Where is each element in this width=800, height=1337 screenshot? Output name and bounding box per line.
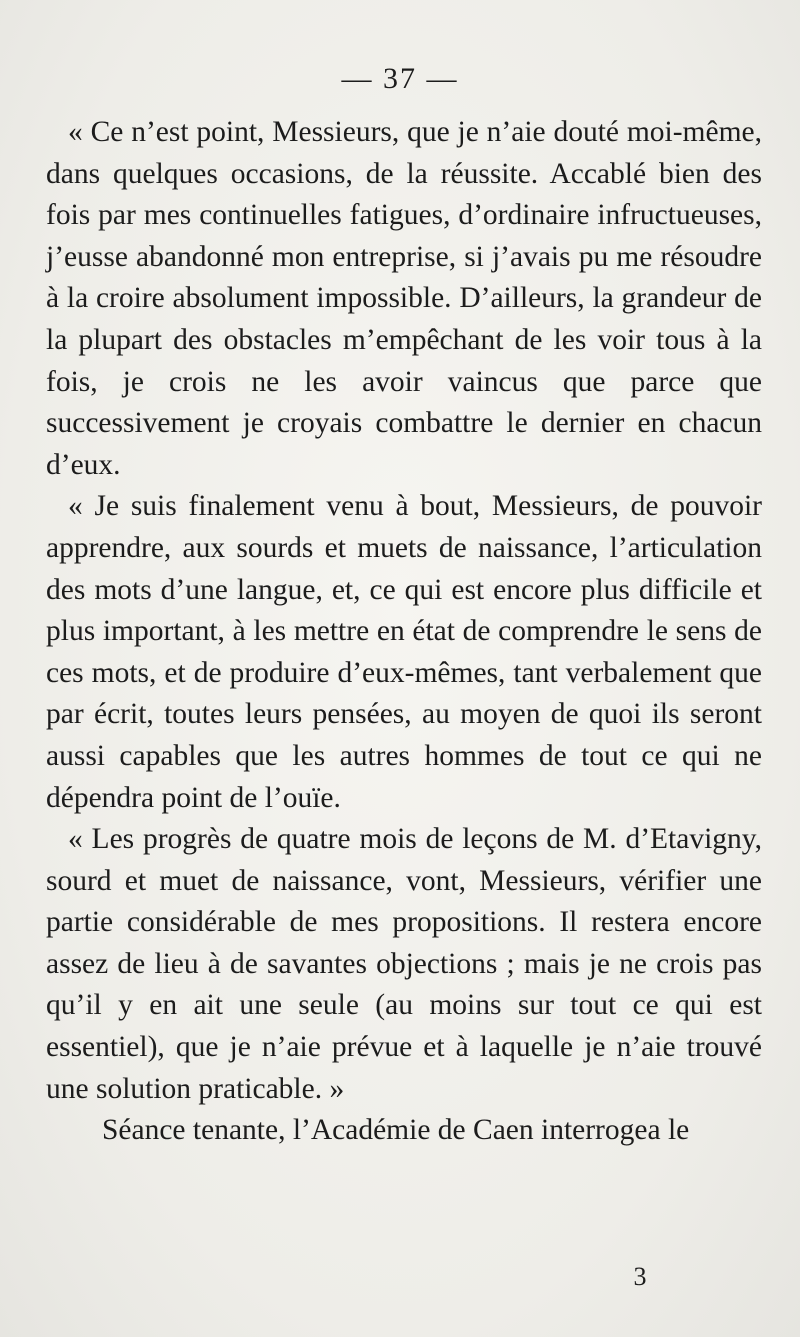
paragraph-1: « Ce n’est point, Messieurs, que je n’aie douté moi-même, dans quelques occasions, de la réussite. Accablé bien des fois par mes continuelles fatigues, d’ordinaire infructueuses, j’eusse abandonné mon entreprise, si j’avais pu me résoudre à la croire absolument impossible. D’ailleurs, la grandeur de la plupart des obstacles m’empêchant de les voir tous à la fois, je crois ne les avoir vaincus que parce que successivement je croyais combattre le dernier en chacun d’eux. [46,116,762,481]
paragraph-3: « Les progrès de quatre mois de leçons de M. d’Etavigny, sourd et muet de naissance, vont, Messieurs, vérifier une partie considérable de mes propositions. Il restera encore assez de lieu à de savantes objections ; mais je ne crois pas qu’il y en ait une seule (au moins sur tout ce qui est essentiel), que je n’aie prévue et à laquelle je n’aie trouvé une solution praticable. » [46,823,762,1105]
paragraph-2: « Je suis finalement venu à bout, Messieurs, de pouvoir apprendre, aux sourds et muets de naissance, l’articulation des mots d’une langue, et, ce qui est encore plus difficile et plus important, à les mettre en état de comprendre le sens de ces mots, et de produire d’eux-mêmes, tant verbalement que par écrit, toutes leurs pensées, au moyen de quoi ils seront aussi capables que les autres hommes de tout ce qui ne dépendra point de l’ouïe. [46,490,762,814]
paragraph-4: Séance tenante, l’Académie de Caen interrogea le [102,1114,690,1147]
body-text [46,112,762,1152]
page-number-header: — 37 — [341,62,459,95]
signature-mark: 3 [633,1262,647,1291]
